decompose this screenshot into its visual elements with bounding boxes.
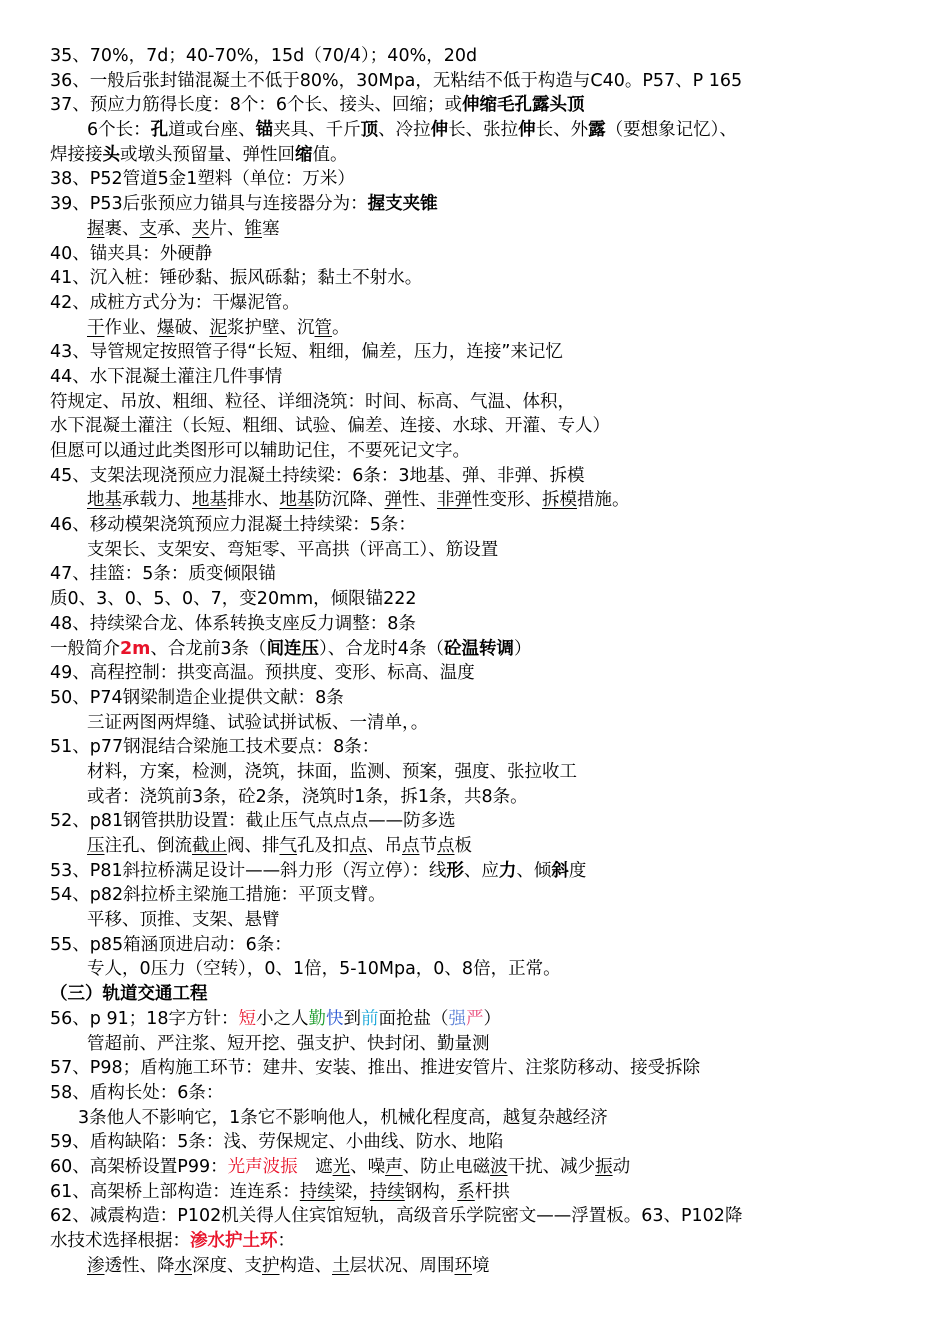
- text-line: [50, 93, 930, 118]
- text-segment: 50、P74钢梁制造企业提供文献：8条: [50, 687, 344, 708]
- text-segment: 面抢盐（: [378, 1008, 449, 1029]
- text-segment: 持续: [299, 1181, 335, 1202]
- text-segment: 、防止电磁: [402, 1156, 491, 1177]
- text-segment: 47、挂篮：5条：质变倾限锚: [50, 564, 276, 585]
- text-segment: 水: [174, 1255, 192, 1276]
- text-segment: 小之人: [255, 1008, 309, 1029]
- text-segment: 裹、: [104, 218, 140, 239]
- text-segment: 锥: [244, 218, 262, 239]
- text-segment: 泥: [209, 317, 227, 338]
- text-line: [50, 266, 930, 291]
- text-line: [50, 809, 930, 834]
- text-segment: 振: [595, 1156, 613, 1177]
- text-segment: 51、p77钢混结合梁施工技术要点：8条：: [50, 737, 380, 758]
- text-segment: 光声波振: [227, 1156, 298, 1177]
- text-segment: 37、预应力筋得长度：8个：6个长、接头、回缩；或: [50, 95, 463, 116]
- text-line: [50, 167, 930, 192]
- text-segment: 管超前、严注浆、短开挖、强支护、快封闭、勤量测: [87, 1033, 490, 1054]
- text-segment: 56、p 91；18字方针：: [50, 1008, 239, 1029]
- text-segment: 缩: [295, 144, 313, 165]
- text-line: [50, 982, 930, 1007]
- text-line: [50, 686, 930, 711]
- text-segment: 爆: [157, 317, 175, 338]
- text-segment: 管: [314, 317, 332, 338]
- text-segment: 力: [498, 860, 517, 881]
- text-segment: 透性、降: [104, 1255, 175, 1276]
- text-line: [50, 711, 930, 736]
- text-segment: 、倾: [516, 860, 552, 881]
- text-line: [50, 1007, 930, 1032]
- text-segment: 支架长、支架安、弯矩零、平高拱（评高工）、筋设置: [87, 539, 499, 560]
- text-segment: 浆护壁、沉: [227, 317, 315, 338]
- text-segment: 气: [279, 836, 297, 856]
- text-segment: 60、高架桥设置P99：: [50, 1156, 228, 1177]
- text-segment: ：: [277, 1231, 295, 1251]
- text-line: [50, 69, 930, 94]
- text-segment: 非弹: [437, 490, 472, 511]
- text-segment: 钢构，: [404, 1181, 458, 1202]
- text-line: [50, 340, 930, 365]
- text-line: [50, 661, 930, 686]
- text-segment: 构造、: [279, 1255, 332, 1276]
- text-segment: 拆模: [542, 490, 577, 511]
- text-segment: 快: [325, 1008, 344, 1029]
- text-segment: 55、p85箱涵顶进启动：6条：: [50, 934, 292, 955]
- text-line: [50, 908, 930, 933]
- text-line: [50, 785, 930, 810]
- text-segment: 44、水下混凝土灌注几件事情: [50, 366, 283, 387]
- text-segment: 地基: [87, 490, 122, 511]
- text-segment: 度: [568, 860, 587, 881]
- text-segment: 、吊: [367, 836, 402, 856]
- text-segment: 渗: [87, 1255, 105, 1276]
- text-segment: （要想象记忆）、: [605, 120, 737, 141]
- text-line: [50, 390, 930, 415]
- text-segment: 支: [139, 218, 157, 239]
- text-segment: 40、锚夹具：外硬静: [50, 243, 213, 264]
- text-segment: 45、支架法现浇预应力混凝土持续梁：6条：3地基、弹、非弹、拆模: [50, 465, 585, 486]
- text-line: [50, 1081, 930, 1106]
- text-segment: 点: [402, 836, 420, 856]
- text-segment: 深度、支: [192, 1255, 262, 1276]
- text-line: [50, 1155, 930, 1180]
- text-segment: 、合龙前3条（: [150, 638, 267, 659]
- text-segment: 53、P81斜拉桥满足设计——斜力形（泻立停）：线: [50, 860, 447, 881]
- text-segment: 性变形、: [472, 490, 542, 511]
- text-segment: 孔及扣: [297, 836, 350, 856]
- text-segment: 渗水护土环: [190, 1231, 278, 1251]
- text-segment: 38、P52管道5金1塑料（单位：万米）: [50, 169, 355, 190]
- text-segment: 或墩头预留量、弹性回: [120, 144, 295, 165]
- text-line: [50, 859, 930, 884]
- text-segment: 握支夹锥: [367, 194, 438, 215]
- text-segment: （三）轨道交通工程: [50, 984, 208, 1005]
- text-segment: 57、P98；盾构施工环节：建井、安装、推出、推进安管片、注浆防移动、接受拆除: [50, 1058, 701, 1079]
- text-segment: 土: [332, 1255, 350, 1276]
- text-line: [50, 192, 930, 217]
- text-line: [50, 1204, 930, 1229]
- text-segment: 弹: [384, 490, 402, 511]
- text-segment: 58、盾构长处：6条：: [50, 1082, 224, 1103]
- text-segment: 长、外: [535, 120, 589, 141]
- text-segment: 阀、排: [227, 836, 280, 856]
- text-segment: 短: [238, 1008, 256, 1029]
- text-segment: 46、移动模架浇筑预应力混凝土持续梁：5条：: [50, 515, 416, 536]
- text-segment: 干: [87, 317, 105, 338]
- text-segment: 、应: [463, 860, 499, 881]
- text-segment: 板: [454, 836, 472, 856]
- text-segment: 杆拱: [474, 1181, 510, 1202]
- text-segment: 护: [262, 1255, 280, 1276]
- text-segment: 层状况、周围: [349, 1255, 455, 1276]
- text-segment: 点: [349, 836, 367, 856]
- text-segment: 措施。: [577, 490, 630, 511]
- text-segment: 伸: [430, 120, 449, 141]
- text-segment: 62、减震构造：P102机关得人住宾馆短轨，高级音乐学院密文——浮置板。63、P102降: [50, 1206, 743, 1227]
- text-segment: 头: [102, 144, 120, 165]
- text-segment: 52、p81钢管拱肋设置：截止压气点点点——防多选: [50, 811, 456, 832]
- text-segment: 。: [332, 317, 350, 338]
- text-line: [50, 439, 930, 464]
- text-segment: 水技术选择根据：: [50, 1231, 190, 1251]
- text-segment: 握: [87, 218, 105, 239]
- text-line: [50, 291, 930, 316]
- text-segment: 质0、3、0、5、0、7，变20mm，倾限锚222: [50, 589, 417, 610]
- text-segment: 43、导管规定按照管子得“长短、粗细，偏差，压力，连接”来记忆: [50, 342, 563, 363]
- text-segment: 材料，方案，检测，浇筑，抹面，监测、预案，强度、张拉收工: [87, 761, 577, 782]
- text-line: [50, 488, 930, 513]
- text-line: [50, 957, 930, 982]
- text-segment: 承、: [157, 218, 192, 239]
- text-segment: 勤: [308, 1008, 326, 1029]
- text-segment: 破、: [174, 317, 210, 338]
- text-line: [50, 1180, 930, 1205]
- text-segment: 值。: [312, 144, 348, 165]
- text-segment: 39、P53后张预应力锚具与连接器分为：: [50, 194, 368, 215]
- text-segment: 地基: [279, 490, 315, 511]
- text-segment: 顶: [360, 120, 379, 141]
- text-segment: 防沉降、: [314, 490, 385, 511]
- text-line: [50, 1032, 930, 1057]
- text-line: [50, 242, 930, 267]
- text-line: [50, 365, 930, 390]
- text-segment: 35、70%，7d；40-70%，15d（70/4）；40%，20d: [50, 46, 478, 66]
- text-segment: 夹: [192, 218, 210, 239]
- text-segment: 形: [446, 860, 464, 881]
- text-segment: ）: [513, 638, 532, 659]
- text-line: [50, 637, 930, 662]
- text-segment: 42、成桩方式分为：干爆泥管。: [50, 292, 300, 313]
- text-line: [50, 883, 930, 908]
- text-segment: 41、沉入桩：锤砂黏、振风砾黏；黏土不射水。: [50, 268, 423, 289]
- text-line: [50, 933, 930, 958]
- text-segment: 境: [472, 1255, 490, 1276]
- text-line: [50, 538, 930, 563]
- text-segment: 性、: [402, 490, 437, 511]
- text-line: [50, 1229, 930, 1254]
- text-line: [50, 217, 930, 242]
- text-segment: 声: [385, 1156, 403, 1177]
- text-segment: 环: [454, 1255, 472, 1276]
- text-segment: 2m: [120, 638, 151, 659]
- text-segment: 符规定、吊放、粗细、粒径、详细浇筑：时间、标高、气温、体积，: [50, 391, 575, 412]
- text-line: [50, 760, 930, 785]
- text-segment: 、噪: [350, 1156, 386, 1177]
- text-segment: 砼温转调: [443, 638, 514, 659]
- text-segment: 49、高程控制：拱变高温。预拱度、变形、标高、温度: [50, 663, 475, 684]
- text-segment: 排水、: [227, 490, 280, 511]
- text-segment: 一般简介: [50, 638, 120, 659]
- text-segment: 伸: [518, 120, 536, 141]
- text-segment: 截止: [192, 836, 227, 856]
- text-segment: 伸缩毛孔露头顶: [462, 95, 585, 116]
- text-line: [50, 316, 930, 341]
- text-segment: 前: [360, 1008, 379, 1029]
- text-segment: 梁，: [334, 1181, 370, 1202]
- text-segment: 6个长：: [87, 120, 151, 141]
- text-segment: 焊接接: [50, 144, 103, 165]
- text-segment: 片、: [209, 218, 245, 239]
- text-segment: 或者：浇筑前3条，砼2条，浇筑时1条，拆1条，共8条。: [87, 786, 528, 807]
- text-line: [50, 1254, 930, 1279]
- text-segment: 、冷拉: [378, 120, 431, 141]
- text-segment: 到: [343, 1008, 361, 1029]
- text-segment: 3条他人不影响它，1条它不影响他人，机械化程度高，越复杂越经济: [78, 1107, 608, 1128]
- text-line: [50, 735, 930, 760]
- text-segment: 干扰、减少: [507, 1156, 596, 1177]
- text-segment: 承载力、: [122, 490, 192, 511]
- text-segment: 孔: [150, 120, 169, 141]
- text-segment: 严: [465, 1008, 484, 1029]
- text-segment: 点: [437, 836, 455, 856]
- text-segment: 但愿可以通过此类图形可以辅助记住，不要死记文字。: [50, 441, 470, 461]
- text-segment: 持续: [369, 1181, 405, 1202]
- text-segment: 动: [612, 1156, 631, 1177]
- text-line: [50, 834, 930, 859]
- text-segment: 三证两图两焊缝、试验试拼试板、一清单，。: [87, 712, 429, 733]
- text-segment: ）: [483, 1008, 501, 1029]
- text-segment: 平移、顶推、支架、悬臂: [87, 910, 280, 931]
- text-segment: 锚: [255, 120, 274, 141]
- text-line: [50, 1056, 930, 1081]
- text-line: [50, 44, 930, 69]
- text-segment: 54、p82斜拉桥主梁施工措施：平顶支臂。: [50, 885, 386, 906]
- text-segment: 夹具、千斤: [273, 120, 361, 141]
- text-line: [50, 118, 930, 143]
- text-line: [50, 1106, 930, 1131]
- text-segment: 36、一般后张封锚混凝土不低于80%，30Mpa，无粘结不低于构造与C40。P57、P 165: [50, 70, 743, 91]
- text-segment: 作业、: [104, 317, 157, 338]
- text-segment: 地基: [192, 490, 227, 511]
- text-segment: 水下混凝土灌注（长短、粗细、试验、偏差、连接、水球、开灌、专人）: [50, 416, 610, 437]
- text-segment: 强: [448, 1008, 466, 1029]
- text-line: [50, 612, 930, 637]
- text-segment: 斜: [551, 860, 569, 881]
- text-segment: 长、张拉: [448, 120, 519, 141]
- text-line: [50, 464, 930, 489]
- text-segment: 节: [419, 836, 437, 856]
- text-line: [50, 513, 930, 538]
- text-line: [50, 414, 930, 439]
- text-line: [50, 143, 930, 168]
- text-line: [50, 1130, 930, 1155]
- text-segment: 压: [87, 836, 105, 856]
- text-segment: 59、盾构缺陷：5条：浅、劳保规定、小曲线、防水、地陷: [50, 1132, 504, 1153]
- text-segment: 系: [457, 1181, 475, 1202]
- text-segment: 遮: [297, 1156, 333, 1177]
- text-segment: 48、持续梁合龙、体系转换支座反力调整：8条: [50, 613, 416, 634]
- text-segment: 注孔、倒流: [104, 836, 192, 856]
- text-line: [50, 562, 930, 587]
- text-segment: 专人，0压力（空转），0、1倍，5-10Mpa，0、8倍，正常。: [87, 959, 561, 980]
- text-segment: ）、合龙时4条（: [319, 638, 444, 659]
- text-segment: 波: [490, 1156, 508, 1177]
- text-segment: 塞: [262, 218, 280, 239]
- text-segment: 露: [588, 120, 606, 141]
- text-segment: 间连压: [266, 638, 320, 659]
- text-segment: 61、高架桥上部构造：连连系：: [50, 1181, 300, 1202]
- text-segment: 光: [332, 1156, 351, 1177]
- text-line: [50, 587, 930, 612]
- text-segment: 道或台座、: [168, 120, 256, 141]
